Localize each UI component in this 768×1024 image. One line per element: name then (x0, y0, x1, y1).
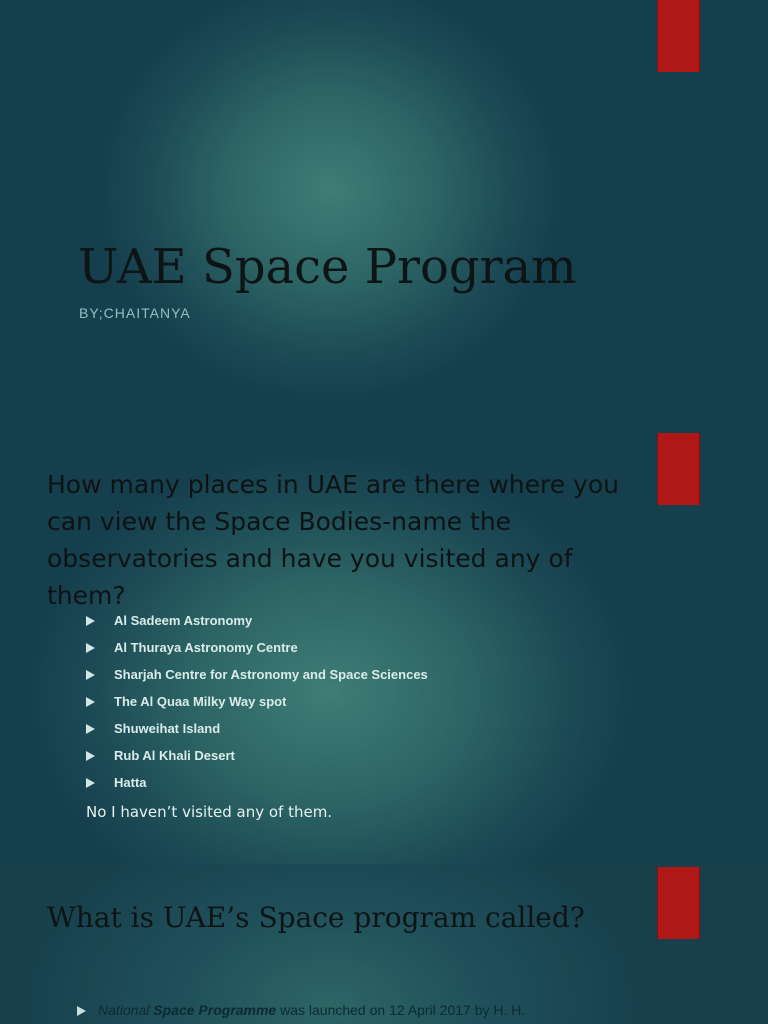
triangle-bullet-icon (77, 1006, 86, 1016)
accent-bar (657, 0, 700, 72)
list-item: Sharjah Centre for Astronomy and Space Sciences (86, 667, 428, 694)
triangle-bullet-icon (86, 670, 95, 680)
list-item: Rub Al Khali Desert (86, 748, 428, 775)
observatory-list (86, 613, 428, 802)
list-item: Al Sadeem Astronomy (86, 613, 428, 640)
answer-text: No I haven’t visited any of them. (86, 803, 333, 821)
slide-observatories (0, 432, 768, 864)
triangle-bullet-icon (86, 778, 95, 788)
slide-heading: What is UAE’s Space program called? (47, 901, 585, 934)
list-item: Shuweihat Island (86, 721, 428, 748)
triangle-bullet-icon (86, 724, 95, 734)
triangle-bullet-icon (86, 616, 95, 626)
accent-bar (657, 867, 700, 939)
slide-program-name (0, 864, 768, 1024)
list-item: The Al Quaa Milky Way spot (86, 694, 428, 721)
list-item: Hatta (86, 775, 428, 802)
presentation-title: UAE Space Program (78, 239, 577, 295)
program-bullet: National Space Programme was launched on 12 April 2017 by H. H. (98, 1002, 526, 1018)
list-item: Al Thuraya Astronomy Centre (86, 640, 428, 667)
author-subtitle: BY;CHAITANYA (79, 305, 191, 321)
slide-question: How many places in UAE are there where you can view the Space Bodies-name the observatories and have you visited any of them? (47, 470, 619, 610)
triangle-bullet-icon (86, 697, 95, 707)
accent-bar (657, 433, 700, 505)
slide-title (0, 0, 768, 432)
triangle-bullet-icon (86, 751, 95, 761)
triangle-bullet-icon (86, 643, 95, 653)
